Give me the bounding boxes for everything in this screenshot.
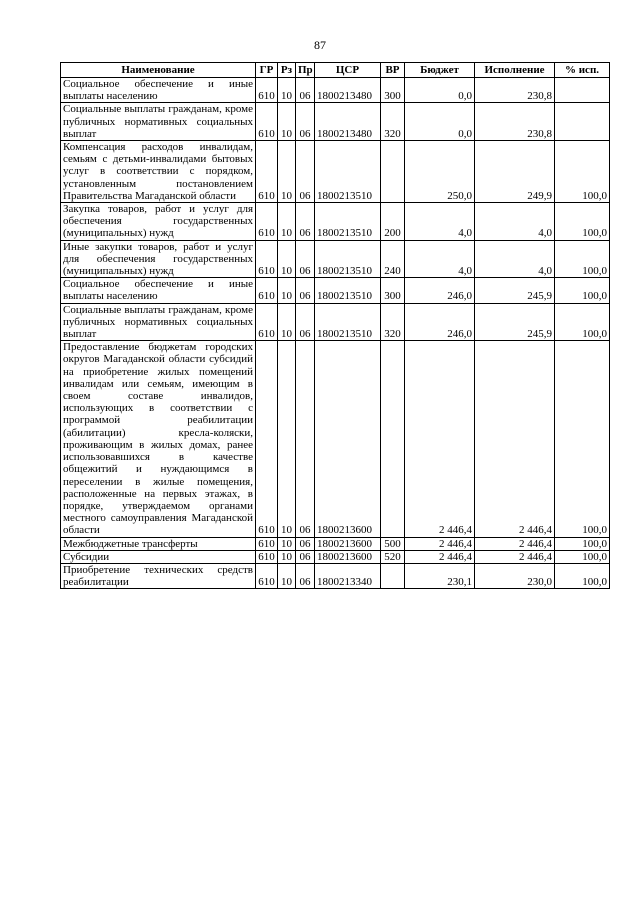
row-csr: 1800213480 xyxy=(315,103,381,141)
row-pr: 06 xyxy=(296,550,315,563)
row-csr: 1800213510 xyxy=(315,303,381,341)
row-pr: 06 xyxy=(296,278,315,303)
row-pr: 06 xyxy=(296,303,315,341)
row-vr: 520 xyxy=(381,550,405,563)
row-name: Социальные выплаты гражданам, кроме публичных нормативных социальных выплат xyxy=(61,303,256,341)
row-percent: 100,0 xyxy=(555,537,610,550)
row-execution: 245,9 xyxy=(475,278,555,303)
header-pr: Пр xyxy=(296,63,315,78)
row-budget: 246,0 xyxy=(405,278,475,303)
row-gr: 610 xyxy=(256,550,278,563)
row-gr: 610 xyxy=(256,103,278,141)
row-gr: 610 xyxy=(256,563,278,588)
row-csr: 1800213340 xyxy=(315,563,381,588)
row-vr: 300 xyxy=(381,278,405,303)
header-name: Наименование xyxy=(61,63,256,78)
row-execution: 230,8 xyxy=(475,78,555,103)
page-number: 87 xyxy=(314,38,326,52)
table-row xyxy=(61,550,610,563)
table-header-row xyxy=(61,63,610,78)
row-execution: 2 446,4 xyxy=(475,550,555,563)
header-budget: Бюджет xyxy=(405,63,475,78)
row-execution: 4,0 xyxy=(475,203,555,241)
row-name: Социальные выплаты гражданам, кроме публичных нормативных социальных выплат xyxy=(61,103,256,141)
row-execution: 2 446,4 xyxy=(475,341,555,537)
row-pr: 06 xyxy=(296,240,315,278)
row-execution: 245,9 xyxy=(475,303,555,341)
table-row xyxy=(61,303,610,341)
row-budget: 2 446,4 xyxy=(405,537,475,550)
row-percent: 100,0 xyxy=(555,550,610,563)
row-name: Компенсация расходов инвалидам, семьям с детьми-инвалидами бытовых услуг в соответствии с порядком, установленным постановлением Правительства Магаданской области xyxy=(61,141,256,203)
row-pr: 06 xyxy=(296,203,315,241)
header-percent: % исп. xyxy=(555,63,610,78)
table-row xyxy=(61,240,610,278)
row-vr: 320 xyxy=(381,103,405,141)
row-percent: 100,0 xyxy=(555,240,610,278)
row-budget: 4,0 xyxy=(405,240,475,278)
row-percent: 100,0 xyxy=(555,341,610,537)
table-row xyxy=(61,341,610,537)
row-rz: 10 xyxy=(278,78,296,103)
row-rz: 10 xyxy=(278,103,296,141)
row-percent: 100,0 xyxy=(555,303,610,341)
row-pr: 06 xyxy=(296,537,315,550)
row-name: Приобретение технических средств реабилитации xyxy=(61,563,256,588)
row-name: Межбюджетные трансферты xyxy=(61,537,256,550)
row-gr: 610 xyxy=(256,78,278,103)
row-vr: 200 xyxy=(381,203,405,241)
row-vr: 240 xyxy=(381,240,405,278)
row-name: Предоставление бюджетам городских округов Магаданской области субсидий на приобретение жилых помещений инвалидам или семьям, имеющим в своем составе инвалидов, использующих в соответствии с программой реабилитации (абилитации) кресла-коляски, проживающим в жилых домах, ранее использовавшихся в качестве общежитий и нуждающимся в переселении в жилые помещения, расположенные на первых этажах, в порядке, утверждаемом органами местного самоуправления Магаданской области xyxy=(61,341,256,537)
row-name: Иные закупки товаров, работ и услуг для обеспечения государственных (муниципальных) нужд xyxy=(61,240,256,278)
row-budget: 2 446,4 xyxy=(405,550,475,563)
row-rz: 10 xyxy=(278,303,296,341)
row-rz: 10 xyxy=(278,278,296,303)
row-csr: 1800213510 xyxy=(315,203,381,241)
row-execution: 2 446,4 xyxy=(475,537,555,550)
table-row xyxy=(61,203,610,241)
header-vr: ВР xyxy=(381,63,405,78)
budget-execution-table xyxy=(60,62,610,589)
row-csr: 1800213480 xyxy=(315,78,381,103)
row-pr: 06 xyxy=(296,78,315,103)
row-pr: 06 xyxy=(296,341,315,537)
row-gr: 610 xyxy=(256,278,278,303)
row-vr: 320 xyxy=(381,303,405,341)
row-rz: 10 xyxy=(278,341,296,537)
row-gr: 610 xyxy=(256,537,278,550)
row-rz: 10 xyxy=(278,563,296,588)
row-budget: 250,0 xyxy=(405,141,475,203)
row-vr xyxy=(381,141,405,203)
row-name: Субсидии xyxy=(61,550,256,563)
row-percent: 100,0 xyxy=(555,563,610,588)
row-percent xyxy=(555,78,610,103)
row-name: Закупка товаров, работ и услуг для обеспечения государственных (муниципальных) нужд xyxy=(61,203,256,241)
row-csr: 1800213510 xyxy=(315,278,381,303)
row-budget: 4,0 xyxy=(405,203,475,241)
row-gr: 610 xyxy=(256,141,278,203)
row-vr: 300 xyxy=(381,78,405,103)
header-gr: ГР xyxy=(256,63,278,78)
row-rz: 10 xyxy=(278,141,296,203)
row-vr xyxy=(381,341,405,537)
row-rz: 10 xyxy=(278,240,296,278)
table-row xyxy=(61,537,610,550)
row-rz: 10 xyxy=(278,537,296,550)
row-csr: 1800213600 xyxy=(315,341,381,537)
row-vr: 500 xyxy=(381,537,405,550)
header-execution: Исполнение xyxy=(475,63,555,78)
row-budget: 0,0 xyxy=(405,78,475,103)
row-vr xyxy=(381,563,405,588)
row-name: Социальное обеспечение и иные выплаты населению xyxy=(61,78,256,103)
row-gr: 610 xyxy=(256,303,278,341)
row-execution: 230,0 xyxy=(475,563,555,588)
row-gr: 610 xyxy=(256,203,278,241)
row-budget: 0,0 xyxy=(405,103,475,141)
table-row xyxy=(61,278,610,303)
row-budget: 2 446,4 xyxy=(405,341,475,537)
row-rz: 10 xyxy=(278,203,296,241)
row-percent: 100,0 xyxy=(555,278,610,303)
row-execution: 249,9 xyxy=(475,141,555,203)
row-name: Социальное обеспечение и иные выплаты населению xyxy=(61,278,256,303)
row-budget: 246,0 xyxy=(405,303,475,341)
row-percent: 100,0 xyxy=(555,203,610,241)
table-row xyxy=(61,563,610,588)
row-percent: 100,0 xyxy=(555,141,610,203)
header-rz: Рз xyxy=(278,63,296,78)
row-execution: 4,0 xyxy=(475,240,555,278)
row-csr: 1800213510 xyxy=(315,240,381,278)
table-row xyxy=(61,141,610,203)
row-rz: 10 xyxy=(278,550,296,563)
row-pr: 06 xyxy=(296,103,315,141)
table-row xyxy=(61,103,610,141)
row-csr: 1800213510 xyxy=(315,141,381,203)
row-pr: 06 xyxy=(296,141,315,203)
row-percent xyxy=(555,103,610,141)
row-execution: 230,8 xyxy=(475,103,555,141)
row-pr: 06 xyxy=(296,563,315,588)
row-gr: 610 xyxy=(256,341,278,537)
table-row xyxy=(61,78,610,103)
row-budget: 230,1 xyxy=(405,563,475,588)
row-csr: 1800213600 xyxy=(315,537,381,550)
row-csr: 1800213600 xyxy=(315,550,381,563)
row-gr: 610 xyxy=(256,240,278,278)
header-csr: ЦСР xyxy=(315,63,381,78)
